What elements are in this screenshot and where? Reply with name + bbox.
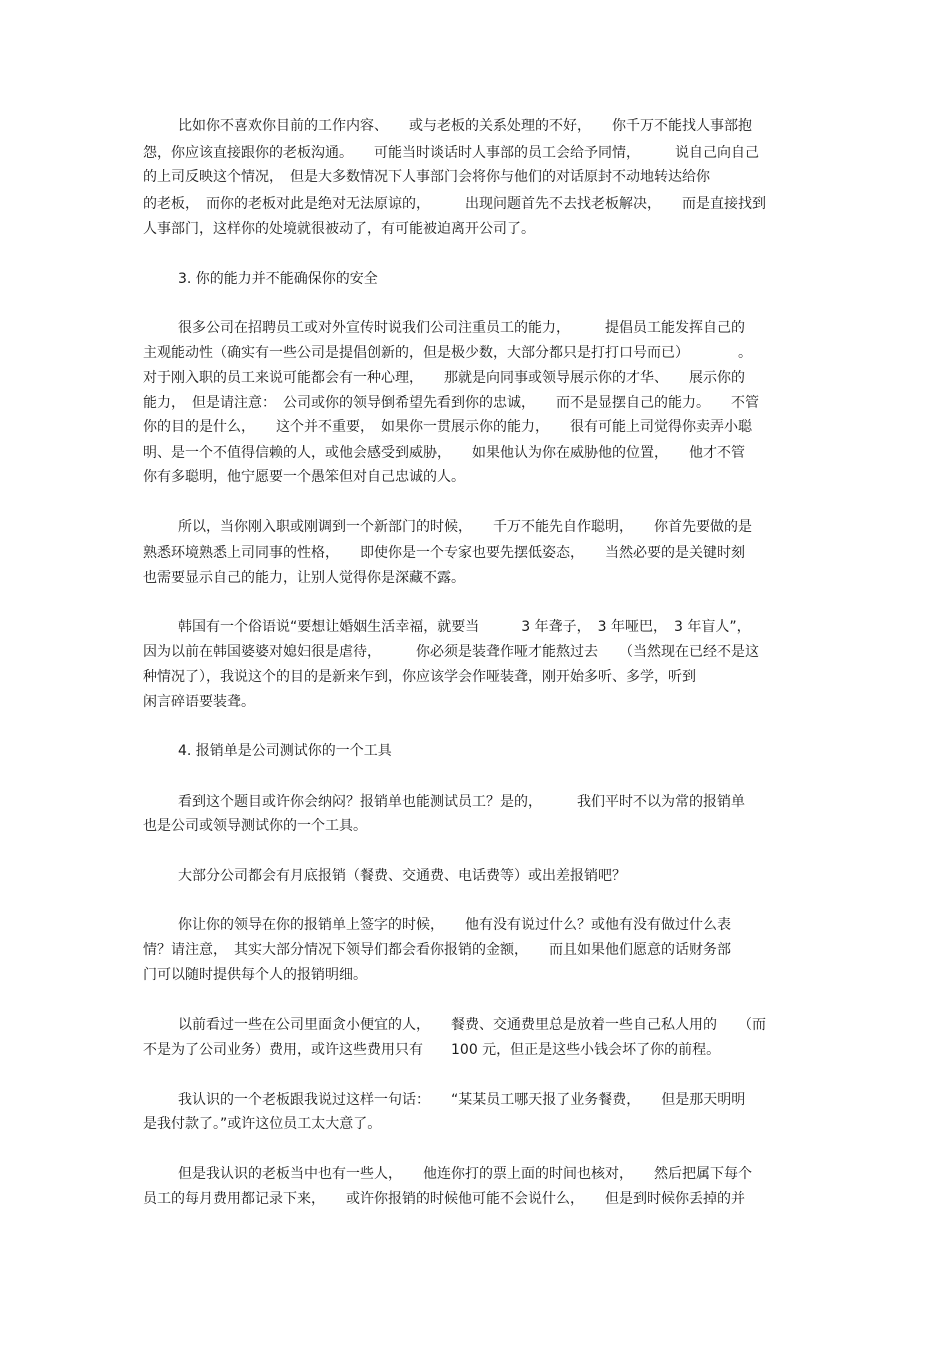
paragraph-line: 闲言碎语要装聋。 xyxy=(143,694,255,710)
paragraph-line: 所以，当你刚入职或刚调到一个新部门的时候， 千万不能先自作聪明， 你首先要做的是 xyxy=(178,519,752,535)
paragraph-line: 你有多聪明，他宁愿要一个愚笨但对自己忠诚的人。 xyxy=(143,469,465,485)
paragraph-line: 主观能动性（确实有一些公司是提倡创新的，但是极少数，大部分都只是打打口号而已） 。 xyxy=(143,345,752,361)
paragraph-line: 也是公司或领导测试你的一个工具。 xyxy=(143,818,367,834)
paragraph-line: 的上司反映这个情况， 但是大多数情况下人事部门会将你与他们的对话原封不动地转达给你 xyxy=(143,169,710,185)
paragraph-line: 员工的每月费用都记录下来， 或许你报销的时候他可能不会说什么， 但是到时候你丢掉的并 xyxy=(143,1191,745,1207)
paragraph-line: 熟悉环境熟悉上司同事的性格， 即使你是一个专家也要先摆低姿态， 当然必要的是关键时刻 xyxy=(143,545,745,561)
paragraph-line: 人事部门，这样你的处境就很被动了，有可能被迫离开公司了。 xyxy=(143,221,535,237)
paragraph-line: 门可以随时提供每个人的报销明细。 xyxy=(143,967,367,983)
paragraph-line: 因为以前在韩国婆婆对媳妇很是虐待， 你必须是装聋作哑才能熬过去 （当然现在已经不是这 xyxy=(143,644,759,660)
paragraph-line: 种情况了），我说这个的目的是新来乍到，你应该学会作哑装聋，刚开始多听、多学，听到 xyxy=(143,669,696,685)
paragraph-line: 你让你的领导在你的报销单上签字的时候， 他有没有说过什么？或他有没有做过什么表 xyxy=(178,917,731,933)
paragraph-line: 看到这个题目或许你会纳闷？报销单也能测试员工？是的， 我们平时不以为常的报销单 xyxy=(178,794,745,810)
paragraph-line: 也需要显示自己的能力，让别人觉得你是深藏不露。 xyxy=(143,570,465,586)
paragraph-line: 明、是一个不值得信赖的人，或他会感受到威胁， 如果他认为你在威胁他的位置， 他才不管 xyxy=(143,445,745,461)
paragraph-line: 但是我认识的老板当中也有一些人， 他连你打的票上面的时间也核对， 然后把属下每个 xyxy=(178,1166,752,1182)
paragraph-line: 你的目的是什么， 这个并不重要， 如果你一贯展示你的能力， 很有可能上司觉得你卖弄小聪 xyxy=(143,419,752,435)
paragraph-line: 以前看过一些在公司里面贪小便宜的人， 餐费、交通费里总是放着一些自己私人用的 （而 xyxy=(178,1017,766,1033)
paragraph-line: 对于刚入职的员工来说可能都会有一种心理， 那就是向同事或领导展示你的才华、 展示你的 xyxy=(143,370,745,386)
section-heading-4: 4. 报销单是公司测试你的一个工具 xyxy=(178,743,392,759)
paragraph-line: 不是为了公司业务）费用，或许这些费用只有 100 元，但正是这些小钱会坏了你的前程。 xyxy=(143,1042,721,1058)
paragraph-line: 的老板， 而你的老板对此是绝对无法原谅的， 出现问题首先不去找老板解决， 而是直接找到 xyxy=(143,196,766,212)
paragraph-6: 大部分公司都会有月底报销（餐费、交通费、电话费等）或出差报销吧？ xyxy=(178,868,626,884)
paragraph-line: 能力， 但是请注意： 公司或你的领导倒希望先看到你的忠诚， 而不是显摆自己的能力。 不管 xyxy=(143,395,759,411)
paragraph-line: 很多公司在招聘员工或对外宣传时说我们公司注重员工的能力， 提倡员工能发挥自己的 xyxy=(178,320,745,336)
paragraph-line: 韩国有一个俗语说“要想让婚姻生活幸福，就要当 3 年聋子， 3 年哑巴， 3 年盲人”， xyxy=(178,619,751,635)
paragraph-line: 我认识的一个老板跟我说过这样一句话： “某某员工哪天报了业务餐费， 但是那天明明 xyxy=(178,1092,746,1108)
section-heading-3: 3. 你的能力并不能确保你的安全 xyxy=(178,271,378,287)
paragraph-line: 情？请注意， 其实大部分情况下领导们都会看你报销的金额， 而且如果他们愿意的话财务部 xyxy=(143,942,731,958)
paragraph-line: 是我付款了。”或许这位员工太大意了。 xyxy=(143,1116,382,1132)
paragraph-line: 怨，你应该直接跟你的老板沟通。 可能当时谈话时人事部的员工会给予同情， 说自己向自己 xyxy=(143,145,759,161)
paragraph-line: 比如你不喜欢你目前的工作内容、 或与老板的关系处理的不好， 你千万不能找人事部抱 xyxy=(178,118,752,134)
